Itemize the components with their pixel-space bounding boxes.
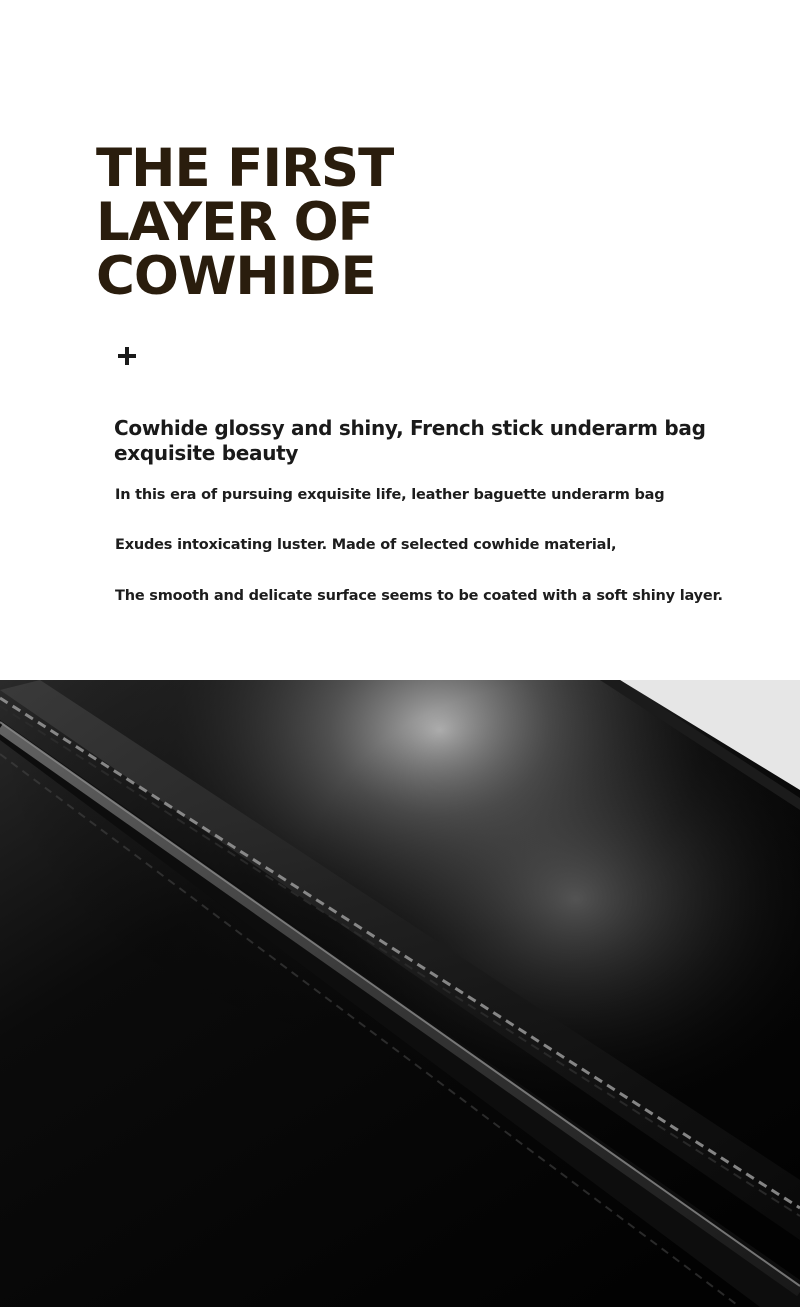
headline-line-1: THE FIRST <box>96 138 394 199</box>
headline-line-2: LAYER OF <box>96 192 373 253</box>
body-line-2: Exudes intoxicating luster. Made of selected cowhide material, <box>115 537 617 553</box>
headline <box>96 138 394 307</box>
leather-stitching-illustration <box>0 680 800 1307</box>
plus-icon <box>118 347 136 365</box>
body-line-3: The smooth and delicate surface seems to be coated with a soft shiny layer. <box>115 588 723 604</box>
body-line-1: In this era of pursuing exquisite life, leather baguette underarm bag <box>115 487 665 503</box>
subheading: Cowhide glossy and shiny, French stick underarm bag exquisite beauty <box>114 416 706 465</box>
leather-stitching-photo <box>0 680 800 1307</box>
headline-line-3: COWHIDE <box>96 246 376 307</box>
